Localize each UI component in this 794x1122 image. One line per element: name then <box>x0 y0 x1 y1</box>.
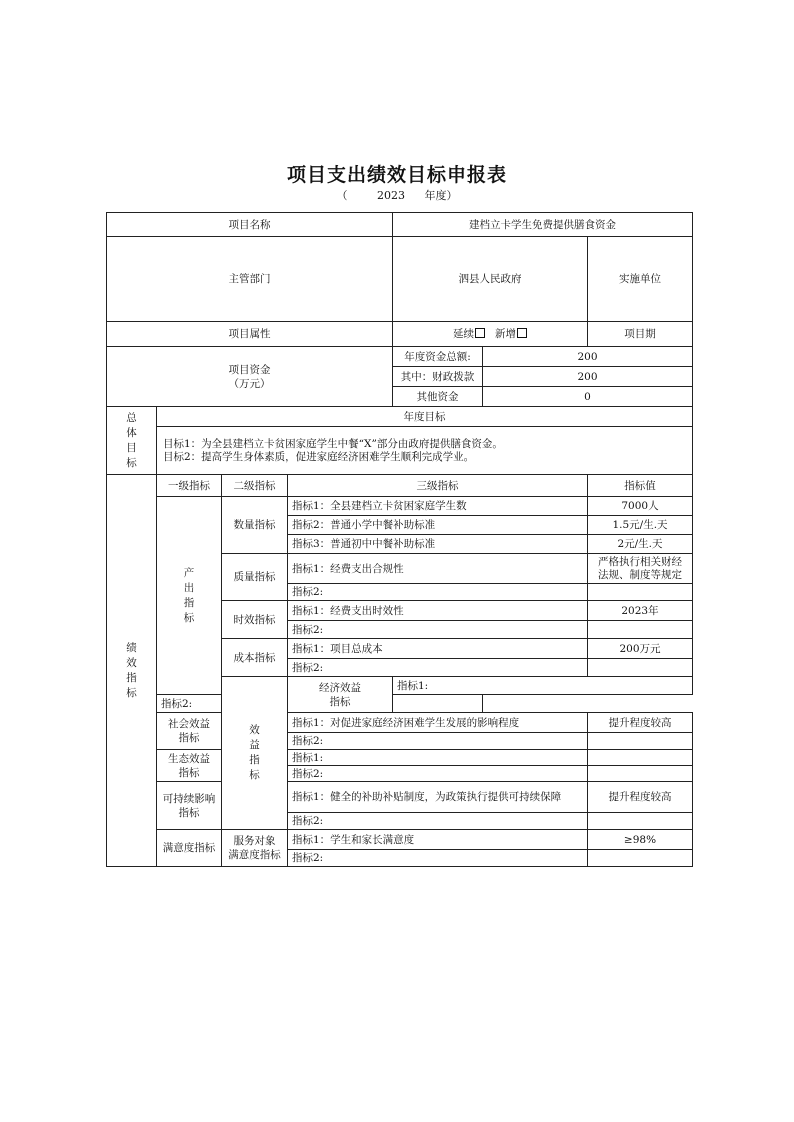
fund-total-label: 年度资金总额: <box>393 347 483 367</box>
table-row <box>107 830 693 850</box>
dept-value: 泗县人民政府 <box>393 237 588 322</box>
service-satisfaction-label: 服务对象 满意度指标 <box>222 830 288 867</box>
indicator-value: 严格执行相关财经 法规、制度等规定 <box>588 554 693 584</box>
period-label: 项目期 <box>588 322 693 347</box>
row-project-name <box>107 213 693 237</box>
checkbox-continue <box>475 328 485 338</box>
form-title: 项目支出绩效目标申报表 <box>286 164 507 186</box>
row-goal-header <box>107 407 693 427</box>
project-name-label: 项目名称 <box>107 213 393 237</box>
fund-label-line1: 项目资金 <box>228 363 271 376</box>
social-indicator-label: 社会效益 指标 <box>157 713 222 750</box>
effect-indicator-label: 效 益 指 标 <box>222 677 288 830</box>
fund-other-label: 其他资金 <box>393 387 483 407</box>
fund-label <box>107 347 393 407</box>
indicator-name: 指标1：健全的补助补贴制度，为政策执行提供可持续保障 <box>288 782 588 813</box>
row-attribute <box>107 322 693 347</box>
indicator-value: 提升程度较高 <box>588 782 693 813</box>
indicator-value: 2023年 <box>588 601 693 621</box>
indicator-name: 指标2: <box>288 733 588 750</box>
row-goal-text <box>107 427 693 475</box>
quantity-indicator-label: 数量指标 <box>222 497 288 554</box>
indicator-value <box>588 659 693 677</box>
indicator-value <box>393 695 483 713</box>
performance-target-table <box>106 212 693 867</box>
attr-continue-label: 延续 <box>453 328 474 340</box>
impl-label: 实施单位 <box>588 237 693 322</box>
attr-value <box>393 322 588 347</box>
indicator-value: 1.5元/生.天 <box>588 516 693 535</box>
fund-total-value: 200 <box>483 347 693 367</box>
indicator-value <box>588 850 693 867</box>
indicator-value: 提升程度较高 <box>588 713 693 733</box>
timeliness-indicator-label: 时效指标 <box>222 601 288 639</box>
indicator-name: 指标2: <box>157 695 393 713</box>
satisfaction-indicator-label: 满意度指标 <box>157 830 222 867</box>
indicator-name: 指标2: <box>288 659 588 677</box>
indicator-value: 7000人 <box>588 497 693 516</box>
fund-other-value: 0 <box>483 387 693 407</box>
indicator-name: 指标2: <box>288 584 588 601</box>
table-row <box>107 695 693 713</box>
indicator-value <box>588 733 693 750</box>
table-row <box>107 497 693 516</box>
indicator-name: 指标2: <box>288 766 588 782</box>
indicator-value: 2元/生.天 <box>588 535 693 554</box>
indicator-name: 指标1：经费支出时效性 <box>288 601 588 621</box>
indicator-name: 指标2：普通小学中餐补助标准 <box>288 516 588 535</box>
fund-fiscal-label: 其中：财政拨款 <box>393 367 483 387</box>
indicator-name: 指标1：学生和家长满意度 <box>288 830 588 850</box>
indicator-name: 指标2: <box>288 813 588 830</box>
header-value: 指标值 <box>588 475 693 497</box>
indicator-name: 指标2: <box>288 850 588 867</box>
subtitle-year: 2023 <box>377 189 405 202</box>
indicator-name: 指标3：普通初中中餐补助标准 <box>288 535 588 554</box>
row-indicator-headers <box>107 475 693 497</box>
sustainable-indicator-label: 可持续影响 指标 <box>157 782 222 830</box>
indicator-name: 指标1：经费支出合规性 <box>288 554 588 584</box>
quality-indicator-label: 质量指标 <box>222 554 288 601</box>
indicator-value <box>588 621 693 639</box>
form-subtitle <box>0 187 794 203</box>
indicator-name: 指标1: <box>393 677 693 695</box>
table-row <box>107 782 693 813</box>
checkbox-new <box>517 328 527 338</box>
indicator-name: 指标1：项目总成本 <box>288 639 588 659</box>
indicator-value <box>588 766 693 782</box>
subtitle-open: （ <box>336 189 348 202</box>
goal-side-label: 总 体 目 标 <box>107 407 157 475</box>
indicator-name: 指标2: <box>288 621 588 639</box>
output-indicator-label: 产 出 指 标 <box>157 497 222 695</box>
table-row <box>107 713 693 733</box>
row-fund-total <box>107 347 693 367</box>
subtitle-suffix: 年度） <box>424 189 458 202</box>
economic-indicator-label: 经济效益 指标 <box>288 677 393 713</box>
indicator-value <box>588 813 693 830</box>
header-level1: 一级指标 <box>157 475 222 497</box>
header-level3: 三级指标 <box>288 475 588 497</box>
ecological-indicator-label: 生态效益 指标 <box>157 750 222 782</box>
indicator-name: 指标1：对促进家庭经济困难学生发展的影响程度 <box>288 713 588 733</box>
indicator-name: 指标1: <box>288 750 588 766</box>
fund-label-line2: （万元） <box>228 377 271 390</box>
indicator-value: 200万元 <box>588 639 693 659</box>
row-department <box>107 237 693 322</box>
fund-fiscal-value: 200 <box>483 367 693 387</box>
header-level2: 二级指标 <box>222 475 288 497</box>
attr-new-label: 新增 <box>495 328 516 340</box>
cost-indicator-label: 成本指标 <box>222 639 288 677</box>
dept-label: 主管部门 <box>107 237 393 322</box>
goal-line-2: 目标2：提高学生身体素质，促进家庭经济困难学生顺利完成学业。 <box>163 450 475 463</box>
attr-label: 项目属性 <box>107 322 393 347</box>
goal-header: 年度目标 <box>157 407 693 427</box>
indicator-value <box>588 750 693 766</box>
indicator-value: ≥98% <box>588 830 693 850</box>
indicator-value <box>588 584 693 601</box>
project-name-value: 建档立卡学生免费提供膳食资金 <box>393 213 693 237</box>
indicator-name: 指标1：全县建档立卡贫困家庭学生数 <box>288 497 588 516</box>
indicator-side-label: 绩 效 指 标 <box>107 475 157 867</box>
goal-line-1: 目标1：为全县建档立卡贫困家庭学生中餐“X”部分由政府提供膳食资金。 <box>163 437 503 450</box>
goal-text <box>157 427 693 475</box>
table-row <box>107 750 693 766</box>
